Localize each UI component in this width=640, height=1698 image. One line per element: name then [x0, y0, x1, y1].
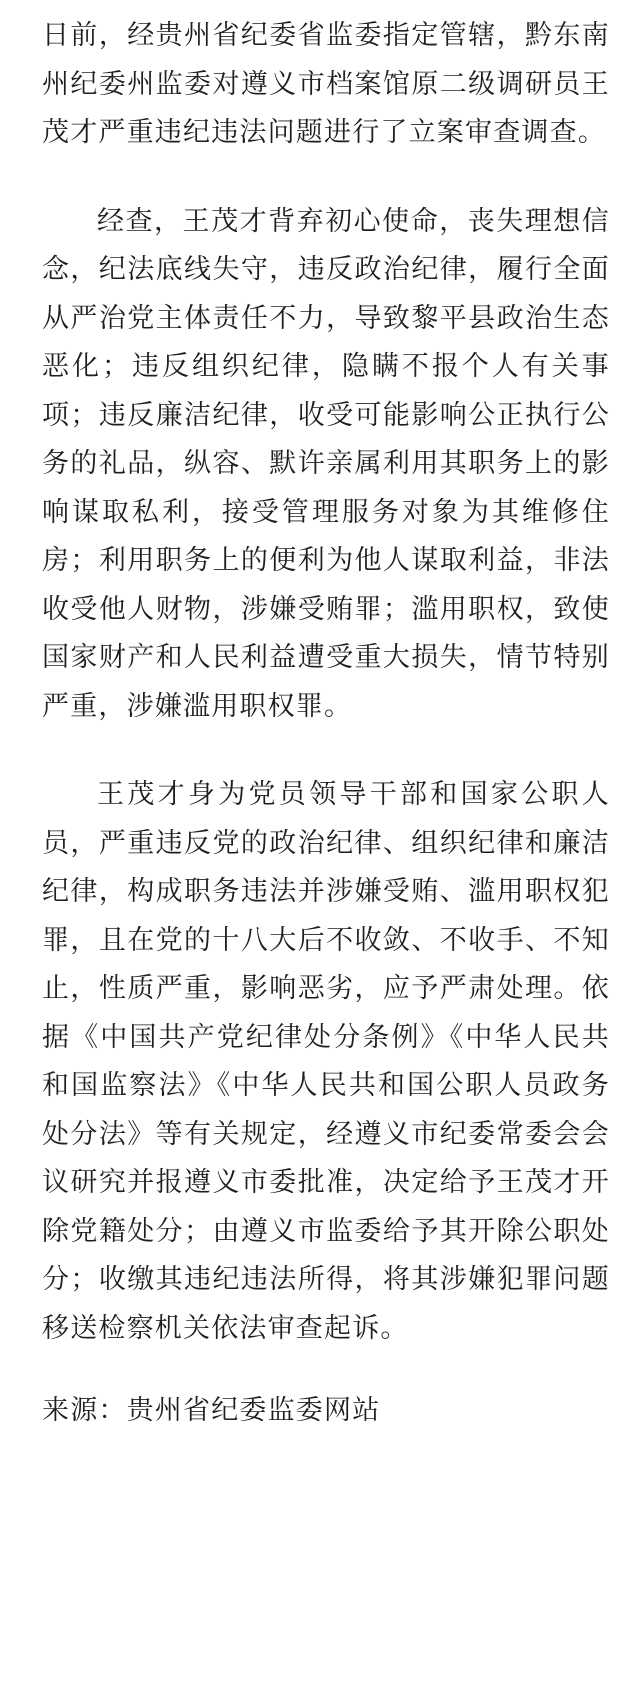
paragraph-decision: 王茂才身为党员领导干部和国家公职人员，严重违反党的政治纪律、组织纪律和廉洁纪律，构成职务违法并涉嫌受贿、滥用职权犯罪，且在党的十八大后不收敛、不收手、不知止，性质严重，影响恶劣，应予严肃处理。依据《中国共产党纪律处分条例》《中华人民共和国监察法》《中华人民共和国公职人员政务处分法》等有关规定，经遵义市纪委常委会会议研究并报遵义市委批准，决定给予王茂才开除党籍处分；由遵义市监委给予其开除公职处分；收缴其违纪违法所得，将其涉嫌犯罪问题移送检察机关依法审查起诉。	[42, 779, 610, 1344]
paragraph-intro: 日前，经贵州省纪委省监委指定管辖，黔东南州纪委州监委对遵义市档案馆原二级调研员王茂才严重违纪违法问题进行了立案审查调查。	[42, 20, 610, 148]
source-line: 来源：贵州省纪委监委网站	[42, 1395, 381, 1426]
paragraph-findings: 经查，王茂才背弃初心使命，丧失理想信念，纪法底线失守，违反政治纪律，履行全面从严治党主体责任不力，导致黎平县政治生态恶化；违反组织纪律，隐瞒不报个人有关事项；违反廉洁纪律，收受可能影响公正执行公务的礼品，纵容、默许亲属利用其职务上的影响谋取私利，接受管理服务对象为其维修住房；利用职务上的便利为他人谋取利益，非法收受他人财物，涉嫌受贿罪；滥用职权，致使国家财产和人民利益遭受重大损失，情节特别严重，涉嫌滥用职权罪。	[42, 205, 610, 722]
